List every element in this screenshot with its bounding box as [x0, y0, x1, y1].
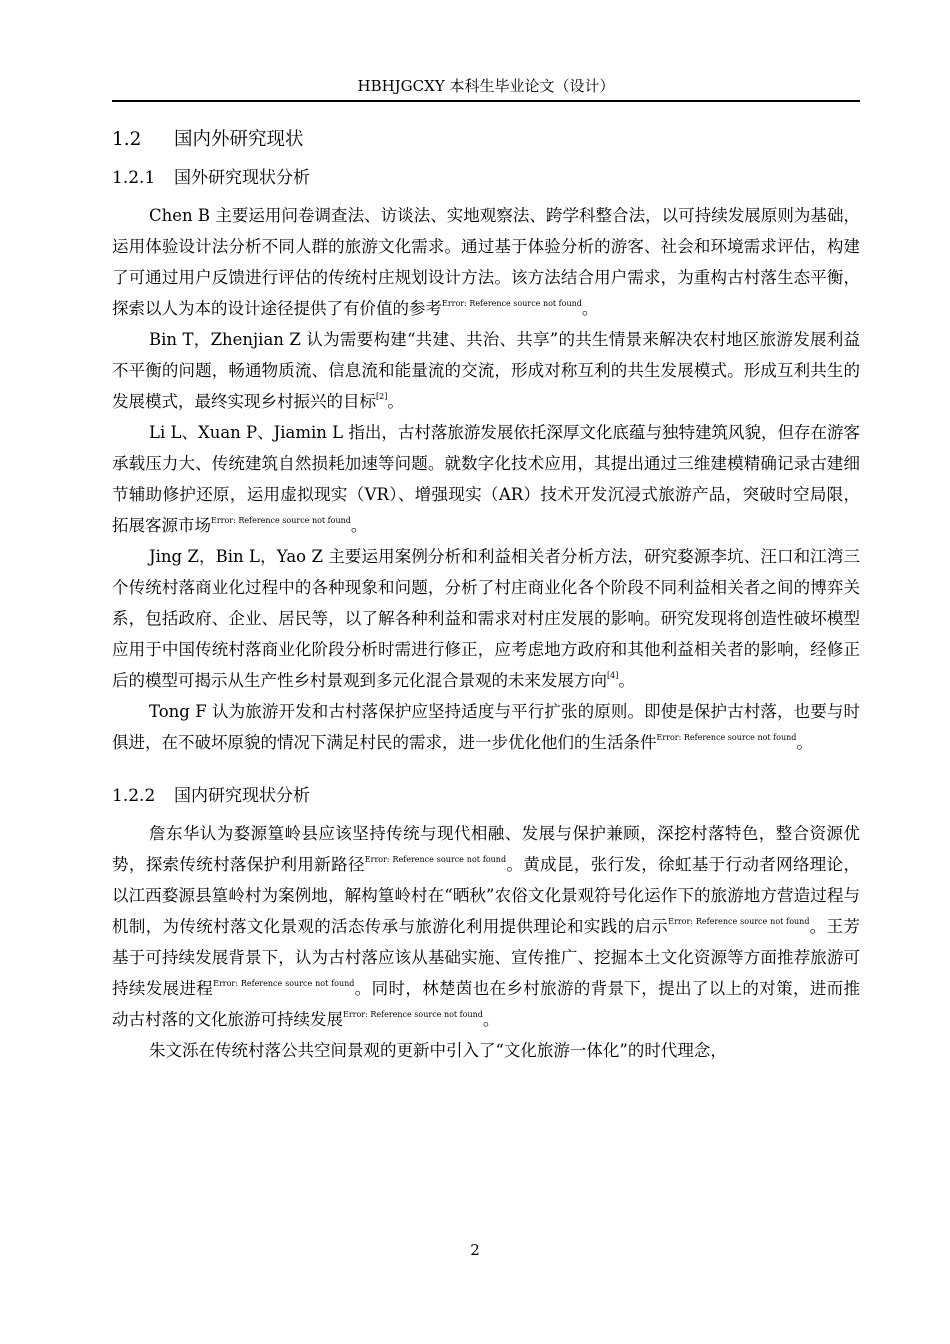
citation-error: Error: Reference source not found	[213, 979, 355, 988]
page-number: 2	[470, 1241, 480, 1259]
citation-error: Error: Reference source not found	[343, 1010, 483, 1019]
paragraph-text: 。王芳基于可持续发展背景下，认为古村落应该从基础实施、宣传推广、挖掘本土文化资源等方面推荐旅游可持续发展进程	[112, 917, 861, 998]
section-heading	[112, 120, 860, 160]
header-rule	[112, 100, 860, 102]
subsection-title: 国内研究现状分析	[174, 786, 310, 806]
paragraph-text: 詹东华认为婺源篁岭县应该坚持传统与现代相融、发展与保护兼顾，深挖村落特色，整合资源优势，探索传统村落保护利用新路径	[112, 824, 860, 874]
citation-error: Error: Reference source not found	[211, 516, 351, 525]
page-header: HBHJGCXY 本科生毕业论文（设计）	[357, 77, 615, 95]
paragraph-jing	[112, 541, 860, 696]
citation-ref: [2]	[376, 392, 388, 401]
paragraph-end: 。	[796, 733, 813, 752]
subsection-title: 国外研究现状分析	[174, 168, 310, 188]
paragraph-zhu	[112, 1035, 860, 1066]
subsection-number: 1.2.2	[112, 786, 156, 806]
page-body	[112, 112, 860, 1066]
paragraph-text: 朱文泺在传统村落公共空间景观的更新中引入了“文化旅游一体化”的时代理念，	[149, 1041, 727, 1060]
paragraph-end: 。	[387, 392, 404, 411]
paragraph-li	[112, 417, 860, 541]
paragraph-text: Jing Z，Bin L，Yao Z 主要运用案例分析和利益相关者分析方法，研究婺源李坑、汪口和江湾三个传统村落商业化过程中的各种现象和问题，分析了村庄商业化各个阶段不同利益相关者之间的博弈关系，包括政府、企业、居民等，以了解各种利益和需求对村庄发展的影响。研究发现将创造性破坏模型应用于中国传统村落商业化阶段分析时需进行修正，应考虑地方政府和其他利益相关者的影响，经修正后的模型可揭示从生产性乡村景观到多元化混合景观的未来发展方向	[112, 547, 860, 690]
paragraph-tong	[112, 696, 860, 758]
paragraph-text: Bin T，Zhenjian Z 认为需要构建“共建、共治、共享”的共生情景来解决农村地区旅游发展利益不平衡的问题，畅通物质流、信息流和能量流的交流，形成对称互利的共生发展模式。形成互利共生的发展模式，最终实现乡村振兴的目标	[112, 330, 860, 411]
citation-ref: [4]	[607, 671, 619, 680]
citation-error: Error: Reference source not found	[668, 917, 810, 926]
paragraph-text: Tong F 认为旅游开发和古村落保护应坚持适度与平行扩张的原则。即使是保护古村落，也要与时俱进，在不破坏原貌的情况下满足村民的需求，进一步优化他们的生活条件	[112, 702, 860, 752]
citation-error: Error: Reference source not found	[442, 299, 582, 308]
paragraph-end: 。	[350, 516, 368, 535]
paragraph-end: 。	[581, 299, 599, 318]
paragraph-text: Chen B 主要运用问卷调查法、访谈法、实地观察法、跨学科整合法，以可持续发展原则为基础，运用体验设计法分析不同人群的旅游文化需求。通过基于体验分析的游客、社会和环境需求评估，构建了可通过用户反馈进行评估的传统村庄规划设计方法。该方法结合用户需求，为重构古村落生态平衡，探索以人为本的设计途径提供了有价值的参考	[112, 206, 860, 318]
citation-error: Error: Reference source not found	[656, 733, 797, 742]
subsection-heading-domestic	[112, 778, 860, 814]
paragraph-end: 。	[618, 671, 635, 690]
subsection-heading-foreign	[112, 160, 860, 196]
section-title: 国内外研究现状	[174, 129, 304, 150]
paragraph-end: 。	[482, 1010, 500, 1029]
subsection-number: 1.2.1	[112, 168, 156, 188]
paragraph-bin	[112, 324, 860, 417]
paragraph-domestic-review	[112, 818, 860, 1035]
paragraph-text: 。同时，林楚茵也在乡村旅游的背景下，提出了以上的对策，进而推动古村落的文化旅游可持续发展	[112, 979, 861, 1029]
paragraph-chen	[112, 200, 860, 324]
citation-error: Error: Reference source not found	[364, 855, 507, 864]
paragraph-text: 。黄成昆，张行发，徐虹基于行动者网络理论，以江西婺源县篁岭村为案例地，解构篁岭村在“晒秋”农俗文化景观符号化运作下的旅游地方营造过程与机制，为传统村落文化景观的活态传承与旅游化利用提供理论和实践的启示	[112, 855, 861, 936]
paragraph-text: Li L、Xuan P、Jiamin L 指出，古村落旅游发展依托深厚文化底蕴与独特建筑风貌，但存在游客承载压力大、传统建筑自然损耗加速等问题。就数字化技术应用，其提出通过三维建模精确记录古建细节辅助修护还原，运用虚拟现实（VR）、增强现实（AR）技术开发沉浸式旅游产品，突破时空局限，拓展客源市场	[112, 423, 860, 535]
section-number: 1.2	[112, 129, 142, 150]
